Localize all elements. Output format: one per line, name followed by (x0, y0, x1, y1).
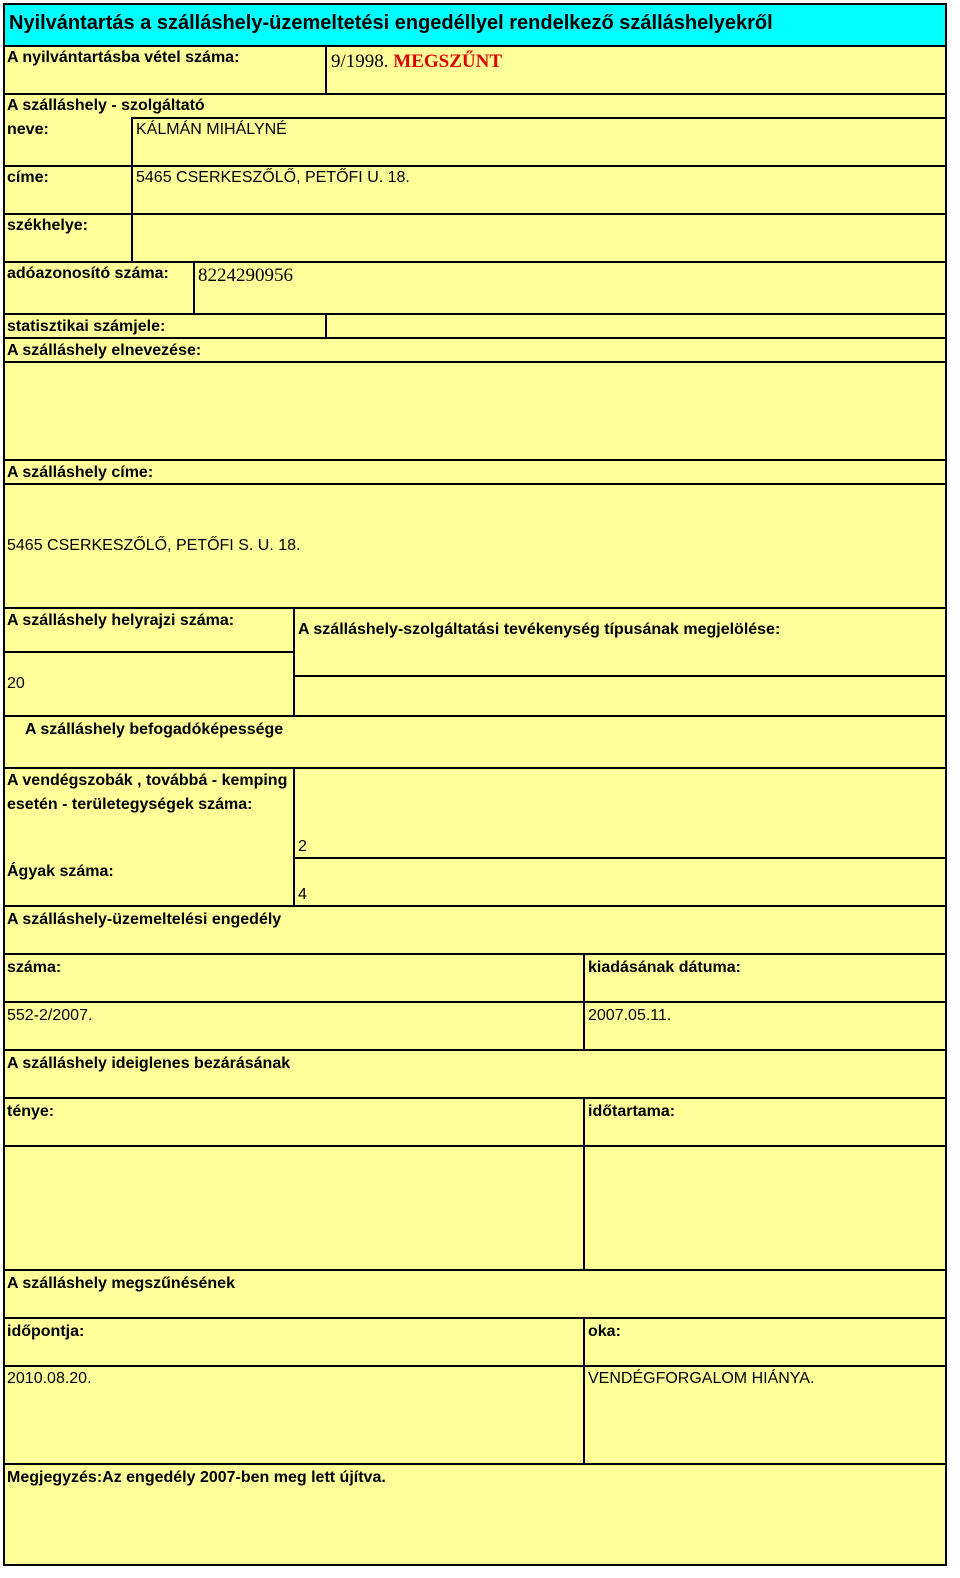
termination-date-label: időpontja: (7, 1323, 85, 1340)
beds-label: Ágyak száma: (7, 863, 114, 880)
permit-date: 2007.05.11. (588, 1007, 672, 1024)
permit-section-label: A szálláshely-üzemeltelési engedély (7, 911, 282, 928)
closure-duration-label: időtartama: (588, 1103, 676, 1120)
form-title: Nyilvántartás a szálláshely-üzemeltetési engedéllyel rendelkező szálláshelyekről (9, 12, 773, 34)
accommodation-address-label: A szálláshely címe: (7, 464, 154, 481)
accommodation-address: 5465 CSERKESZŐLŐ, PETŐFI S. U. 18. (7, 537, 301, 554)
rooms-label-line2: esetén - területegységek száma: (7, 796, 253, 813)
lot-number-label: A szálláshely helyrajzi száma: (7, 612, 235, 629)
closure-fact-label: ténye: (7, 1103, 55, 1120)
divider (5, 953, 945, 955)
title-band (5, 5, 945, 45)
divider (5, 45, 945, 47)
divider (5, 361, 945, 363)
registration-value (331, 51, 502, 73)
rooms-count: 2 (298, 838, 307, 855)
divider (5, 1317, 945, 1319)
registry-form (3, 3, 947, 1566)
note: Megjegyzés:Az engedély 2007-ben meg lett újítva. (7, 1469, 386, 1486)
divider (5, 337, 945, 339)
divider (5, 1001, 945, 1003)
divider (5, 905, 945, 907)
divider (5, 607, 945, 609)
provider-name-label: neve: (7, 121, 49, 138)
divider (131, 117, 945, 119)
divider (293, 857, 945, 859)
registration-status: MEGSZŰNT (393, 51, 503, 72)
divider (5, 1097, 945, 1099)
divider (583, 953, 585, 1049)
provider-address: 5465 CSERKESZŐLŐ, PETŐFI U. 18. (136, 169, 410, 186)
accommodation-name-label: A szálláshely elnevezése: (7, 342, 202, 359)
provider-section-label: A szálláshely - szolgáltató (7, 97, 205, 114)
divider (5, 261, 945, 263)
divider (5, 165, 945, 167)
divider (5, 93, 945, 95)
divider (325, 313, 327, 337)
permit-number: 552-2/2007. (7, 1007, 93, 1024)
divider (5, 1145, 945, 1147)
tax-id: 8224290956 (198, 265, 293, 286)
divider (131, 117, 133, 261)
divider (325, 45, 327, 93)
divider (5, 459, 945, 461)
divider (5, 213, 945, 215)
provider-address-label: címe: (7, 169, 49, 186)
divider (583, 1317, 585, 1463)
registration-label: A nyilvántartásba vétel száma: (7, 49, 240, 66)
closure-section-label: A szálláshely ideiglenes bezárásának (7, 1055, 291, 1072)
divider (5, 767, 945, 769)
divider (193, 261, 195, 313)
divider (5, 1269, 945, 1271)
beds-count: 4 (298, 886, 307, 903)
provider-seat-label: székhelye: (7, 217, 88, 234)
termination-date: 2010.08.20. (7, 1370, 92, 1387)
stat-id-label: statisztikai számjele: (7, 318, 166, 335)
capacity-label: A szálláshely befogadóképessége (25, 721, 284, 738)
termination-section-label: A szálláshely megszűnésének (7, 1275, 235, 1292)
divider (5, 1365, 945, 1367)
tax-id-label: adóazonosító száma: (7, 265, 169, 282)
divider (5, 483, 945, 485)
divider (5, 313, 945, 315)
divider (293, 607, 295, 715)
divider (5, 651, 293, 653)
divider (293, 767, 295, 905)
permit-date-label: kiadásának dátuma: (588, 959, 741, 976)
divider (583, 1097, 585, 1269)
termination-reason: VENDÉGFORGALOM HIÁNYA. (588, 1370, 815, 1387)
divider (5, 715, 945, 717)
divider (5, 1463, 945, 1465)
lot-number: 20 (7, 675, 25, 692)
service-type-label: A szálláshely-szolgáltatási tevékenység típusának megjelölése: (298, 621, 781, 638)
divider (5, 1049, 945, 1051)
permit-number-label: száma: (7, 959, 62, 976)
provider-name: KÁLMÁN MIHÁLYNÉ (136, 121, 287, 138)
registration-number: 9/1998. (331, 51, 389, 72)
rooms-label-line1: A vendégszobák , továbbá - kemping (7, 772, 288, 789)
termination-reason-label: oka: (588, 1323, 621, 1340)
divider (293, 675, 945, 677)
